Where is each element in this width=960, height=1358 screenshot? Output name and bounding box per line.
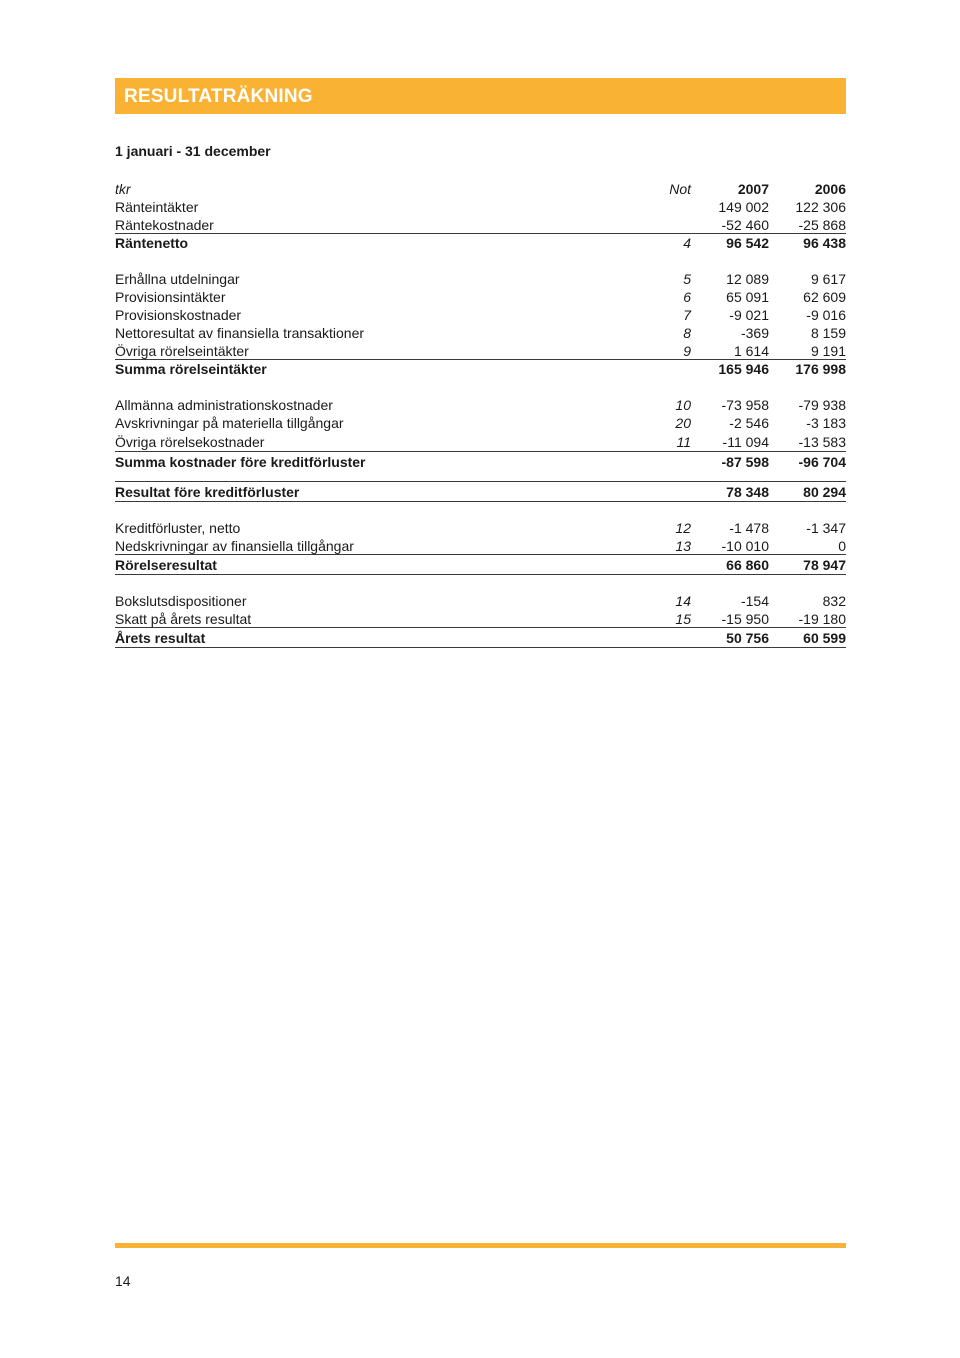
row-label: Räntekostnader — [115, 217, 214, 233]
year-2006-header: 2006 — [814, 181, 846, 197]
income-statement-table — [115, 180, 846, 648]
row-value-2007: -52 460 — [721, 217, 769, 233]
period-label: 1 januari - 31 december — [115, 143, 271, 159]
row-value-2006: 0 — [838, 538, 846, 554]
row-note: 7 — [683, 307, 691, 323]
row-value-2007: 65 091 — [726, 289, 769, 305]
row-label: Ränteintäkter — [115, 199, 199, 215]
year-2007-header: 2007 — [737, 181, 769, 197]
row-value-2007: 149 002 — [718, 199, 769, 215]
row-label: Rörelseresultat — [115, 557, 217, 573]
row-note: 15 — [675, 611, 691, 627]
row-value-2007: 12 089 — [726, 271, 769, 287]
row-value-2007: -73 958 — [721, 397, 769, 413]
row-value-2007: -154 — [740, 593, 769, 609]
row-value-2006: 122 306 — [795, 199, 846, 215]
row-value-2007: 66 860 — [726, 557, 769, 573]
row-value-2006: -19 180 — [798, 611, 846, 627]
row-label: Resultat före kreditförluster — [115, 484, 300, 500]
row-value-2007: -1 478 — [729, 520, 769, 536]
table-row — [115, 537, 846, 555]
table-row — [115, 519, 846, 537]
row-value-2007: -15 950 — [721, 611, 769, 627]
row-value-2006: 62 609 — [803, 289, 846, 305]
row-value-2006: -13 583 — [798, 434, 846, 450]
table-row — [115, 342, 846, 360]
subtotal-row — [115, 482, 846, 502]
footer-bar — [115, 1243, 846, 1248]
table-row — [115, 306, 846, 324]
row-label: Skatt på årets resultat — [115, 611, 252, 627]
row-value-2006: -96 704 — [798, 454, 846, 470]
table-row — [115, 396, 846, 414]
row-value-2006: -9 016 — [806, 307, 846, 323]
subtotal-row — [115, 555, 846, 575]
row-label: Övriga rörelseintäkter — [115, 343, 249, 359]
title-banner — [115, 78, 846, 114]
subtotal-row — [115, 234, 846, 252]
row-note: 14 — [675, 593, 691, 609]
row-value-2006: 832 — [822, 593, 846, 609]
table-row — [115, 216, 846, 234]
unit-label: tkr — [115, 181, 131, 197]
table-row — [115, 433, 846, 452]
row-label: Räntenetto — [115, 235, 189, 251]
row-value-2006: 9 191 — [810, 343, 846, 359]
row-value-2007: 165 946 — [718, 361, 769, 377]
table-row — [115, 198, 846, 216]
table-row — [115, 414, 846, 433]
row-value-2006: -3 183 — [806, 415, 846, 431]
row-value-2007: -369 — [740, 325, 769, 341]
subtotal-row — [115, 452, 846, 472]
row-label: Erhållna utdelningar — [115, 271, 240, 287]
note-column-header: Not — [669, 181, 691, 197]
row-note: 11 — [676, 434, 691, 450]
row-label: Övriga rörelsekostnader — [115, 434, 265, 450]
row-value-2006: -25 868 — [798, 217, 846, 233]
table-header-row — [115, 180, 846, 198]
table-row — [115, 324, 846, 342]
row-value-2007: -10 010 — [721, 538, 769, 554]
row-value-2007: 1 614 — [733, 343, 769, 359]
row-value-2007: -9 021 — [729, 307, 769, 323]
table-row — [115, 288, 846, 306]
row-label: Årets resultat — [115, 630, 206, 646]
row-value-2007: -11 094 — [722, 434, 769, 450]
table-row — [115, 592, 846, 610]
row-label: Nedskrivningar av finansiella tillgångar — [115, 538, 354, 554]
row-value-2006: 8 159 — [810, 325, 846, 341]
row-value-2006: 9 617 — [810, 271, 846, 287]
row-label: Summa kostnader före kreditförluster — [115, 454, 366, 470]
row-value-2006: 78 947 — [803, 557, 846, 573]
total-row — [115, 628, 846, 648]
page-number: 14 — [115, 1273, 131, 1289]
row-value-2006: 96 438 — [803, 235, 846, 251]
row-note: 4 — [683, 235, 691, 251]
row-label: Avskrivningar på materiella tillgångar — [115, 415, 344, 431]
row-value-2007: 96 542 — [726, 235, 769, 251]
subtotal-row — [115, 360, 846, 378]
row-note: 6 — [683, 289, 691, 305]
row-value-2007: -2 546 — [729, 415, 769, 431]
row-value-2006: 80 294 — [803, 484, 846, 500]
row-note: 13 — [675, 538, 691, 554]
row-note: 5 — [683, 271, 691, 287]
row-note: 8 — [683, 325, 691, 341]
row-label: Provisionskostnader — [115, 307, 242, 323]
row-value-2006: 176 998 — [795, 361, 846, 377]
row-note: 12 — [675, 520, 691, 536]
row-label: Summa rörelseintäkter — [115, 361, 267, 377]
row-value-2006: -1 347 — [806, 520, 846, 536]
row-value-2007: -87 598 — [721, 454, 769, 470]
row-value-2007: 50 756 — [726, 630, 769, 646]
row-value-2006: -79 938 — [798, 397, 846, 413]
table-row — [115, 270, 846, 288]
page-title: RESULTATRÄKNING — [124, 86, 313, 107]
row-note: 9 — [683, 343, 691, 359]
row-label: Bokslutsdispositioner — [115, 593, 247, 609]
row-label: Provisionsintäkter — [115, 289, 226, 305]
row-note: 10 — [675, 397, 691, 413]
row-label: Kreditförluster, netto — [115, 520, 241, 536]
row-note: 20 — [675, 415, 691, 431]
row-value-2007: 78 348 — [726, 484, 769, 500]
table-row — [115, 610, 846, 628]
row-label: Nettoresultat av finansiella transaktioner — [115, 325, 365, 341]
row-value-2006: 60 599 — [803, 630, 846, 646]
row-label: Allmänna administrationskostnader — [115, 397, 333, 413]
